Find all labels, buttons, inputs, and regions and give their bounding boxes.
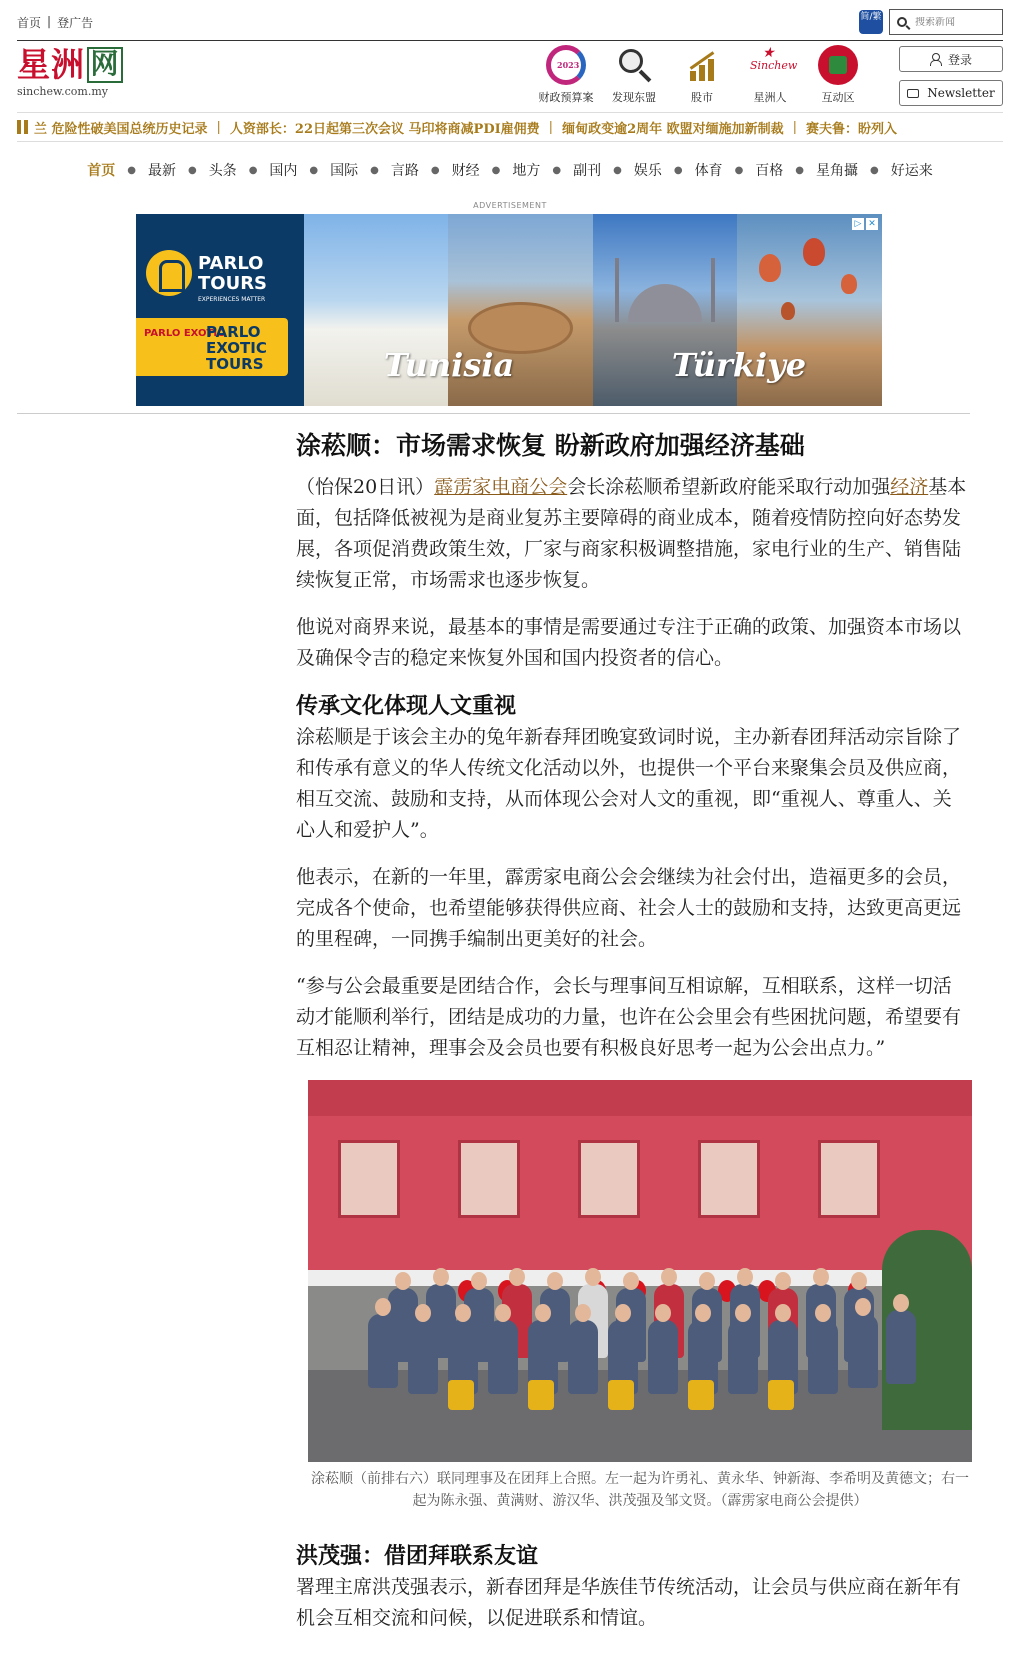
article-paragraph: 他说对商界来说，最基本的事情是需要通过专注于正确的政策、加强资本市场以及确保令吉的稳定来恢复外国和国内投资者的信心。 <box>296 616 962 669</box>
article-subheading: 传承文化体现人文重视 <box>296 693 517 719</box>
sinchew-sub-label: Sinchew <box>750 59 798 72</box>
logo-domain: sinchew.com.my <box>17 85 108 98</box>
ticker-item[interactable]: 赛夫鲁：盼列入 <box>806 121 898 137</box>
language-toggle-button[interactable]: 简/繁 <box>859 10 883 34</box>
quick-link-sinchew-people[interactable] <box>736 45 804 105</box>
nav-item-local[interactable]: 国内 <box>269 163 298 179</box>
quick-link-interactive[interactable] <box>804 45 872 105</box>
breaking-news-ticker: 兰 危险性破美国总统历史记录 | 人资部长：22日起第三次会议 马印将商减PDI雇佣费 | 缅甸政变逾2周年 欧盟对缅施加新制裁 | 赛夫鲁：盼列入 <box>17 112 1003 142</box>
nav-item-headlines[interactable]: 头条 <box>208 163 237 179</box>
advertise-link[interactable]: 登广告 <box>57 16 94 30</box>
utility-bar <box>17 14 93 31</box>
hot-air-balloon <box>781 302 795 320</box>
ad-exotic-box <box>136 318 288 376</box>
content-divider <box>17 413 970 414</box>
site-logo[interactable] <box>17 47 123 98</box>
top-right-tools <box>859 9 1003 35</box>
photo-caption: 涂菘顺（前排右六）联同理事及在团拜上合照。左一起为许勇礼、黄永华、钟新海、李希明及黄德文；右一起为陈永强、黄满财、游汉华、洪茂强及邹文贤。（霹雳家电商公会提供） <box>311 1471 969 1509</box>
user-icon <box>930 53 940 65</box>
quick-link-asean[interactable] <box>600 45 668 105</box>
quick-link-label: 星洲人 <box>753 91 787 104</box>
mosque-dome <box>628 284 702 322</box>
nav-item-region[interactable]: 地方 <box>512 163 541 179</box>
ad-brand-name: PARLO TOURS <box>198 253 268 294</box>
quick-link-budget[interactable] <box>532 45 600 105</box>
advertisement-banner[interactable] <box>136 214 882 406</box>
ad-close-icon[interactable]: ✕ <box>866 218 878 230</box>
quick-links <box>532 45 872 105</box>
economy-link[interactable]: 经济 <box>890 476 929 498</box>
quick-link-label: 互动区 <box>821 91 855 104</box>
quick-link-label: 发现东盟 <box>612 91 656 104</box>
nav-item-sports[interactable]: 体育 <box>694 163 723 179</box>
article-headline: 涂菘顺：市场需求恢复 盼新政府加强经济基础 <box>296 431 805 460</box>
ad-destination-tunisia: Tunisia <box>383 346 515 384</box>
nav-item-baige[interactable]: 百格 <box>755 163 784 179</box>
nav-item-international[interactable]: 国际 <box>330 163 359 179</box>
ad-brand-panel <box>136 214 304 406</box>
group-photo[interactable] <box>308 1080 972 1462</box>
minaret <box>615 258 619 322</box>
ad-label: ADVERTISEMENT <box>473 201 547 210</box>
ad-brand-tag: EXPERIENCES MATTER <box>198 296 266 303</box>
search-icon[interactable] <box>897 17 907 27</box>
article-paragraph: 署理主席洪茂强表示，新春团拜是华族佳节传统活动，让会员与供应商在新年有机会互相交流和问候，以促进联系和情谊。 <box>296 1576 962 1629</box>
parlo-logo-icon <box>146 250 192 296</box>
mail-icon <box>907 89 919 98</box>
ticker-item[interactable]: 兰 危险性破美国总统历史记录 <box>34 121 208 137</box>
ad-destination-turkiye: Türkiye <box>671 346 807 384</box>
budget-2023-icon <box>546 45 586 85</box>
newsletter-button[interactable] <box>899 80 1003 106</box>
association-link[interactable]: 霹雳家电商公会 <box>434 476 568 498</box>
ticker-item[interactable]: 缅甸政变逾2周年 欧盟对缅施加新制裁 <box>562 121 784 137</box>
search-input[interactable] <box>915 17 995 28</box>
nav-item-photo[interactable]: 星角攝 <box>816 163 859 179</box>
ad-mini-label: PARLO EXOTIC <box>144 328 225 339</box>
hot-air-balloon <box>803 238 825 266</box>
ad-controls <box>852 218 878 230</box>
nav-item-finance[interactable]: 财经 <box>451 163 480 179</box>
quick-link-stocks[interactable] <box>668 45 736 105</box>
ad-exotic-label: PARLO EXOTIC TOURS <box>206 323 267 373</box>
article-figure <box>308 1080 972 1512</box>
article-paragraph: （怡保20日讯）霹雳家电商公会会长涂菘顺希望新政府能采取行动加强经济基本面，包括降低被视为是商业复苏主要障碍的商业成本，随着疫情防控向好态势发展，各项促消费政策生效，厂家与商家积极调整措施，家电行业的生产、销售陆续恢复正常，市场需求也逐步恢复。 <box>296 476 967 591</box>
home-link[interactable]: 首页 <box>17 16 42 30</box>
article-paragraph: 他表示，在新的一年里，霹雳家电商公会会继续为社会付出，造福更多的会员，完成各个使命，也希望能够获得供应商、社会人士的鼓励和支持，达致更高更远的里程碑，一同携手编制出更美好的社会。 <box>296 866 962 950</box>
interactive-zone-icon <box>818 45 858 85</box>
hot-air-balloon <box>759 254 781 282</box>
stock-chart-icon <box>682 45 722 85</box>
utility-separator: | <box>47 14 52 28</box>
sinchew-star-icon <box>750 45 798 85</box>
minaret <box>711 258 715 322</box>
article-subheading: 洪茂强：借团拜联系友谊 <box>296 1543 539 1569</box>
main-navigation: 首页 ● 最新 ● 头条 ● 国内 ● 国际 ● 言路 ● 财经 ● 地方 ● 副刊 ● 娱乐 ● 体育 ● 百格 ● 星角攝 ● 好运来 <box>0 160 1020 180</box>
nav-item-lucky[interactable]: 好运来 <box>890 163 933 179</box>
pause-icon[interactable] <box>17 120 28 134</box>
logo-wang: 网 <box>87 47 123 83</box>
article-paragraph: “参与公会最重要是团结合作，会长与理事间互相谅解，互相联系，这样一切活动才能顺利举行，团结是成功的力量，也许在公会里会有些困扰问题，希望要有互相忍让精神，理事会及会员也要有积极良好思考一起为公会出点力。” <box>296 975 962 1059</box>
ad-info-icon[interactable]: ▷ <box>852 218 864 230</box>
magnifier-globe-icon <box>614 45 654 85</box>
hot-air-balloon <box>841 274 857 294</box>
nav-item-latest[interactable]: 最新 <box>147 163 176 179</box>
article-paragraph: 涂菘顺是于该会主办的兔年新春拜团晚宴致词时说，主办新春团拜活动宗旨除了和传承有意义的华人传统文化活动以外，也提供一个平台来聚集会员及供应商，相互交流、鼓励和支持，从而体现公会对人文的重视，即“重视人、尊重人、关心人和爱护人”。 <box>296 726 962 841</box>
search-box[interactable] <box>889 9 1003 35</box>
quick-link-label: 股市 <box>691 91 713 104</box>
login-button[interactable] <box>899 46 1003 72</box>
quick-link-label: 财政预算案 <box>538 91 594 104</box>
header-divider <box>17 40 1003 41</box>
nav-item-entertainment[interactable]: 娱乐 <box>633 163 662 179</box>
login-label: 登录 <box>947 52 972 67</box>
nav-item-opinion[interactable]: 言路 <box>390 163 419 179</box>
nav-item-supplement[interactable]: 副刊 <box>573 163 602 179</box>
nav-item-home[interactable]: 首页 <box>87 163 116 179</box>
article-body <box>296 428 968 1650</box>
newsletter-label: Newsletter <box>927 86 995 100</box>
ticker-item[interactable]: 人资部长：22日起第三次会议 马印将商减PDI雇佣费 <box>229 121 540 137</box>
logo-chinese: 星洲 <box>17 45 85 84</box>
